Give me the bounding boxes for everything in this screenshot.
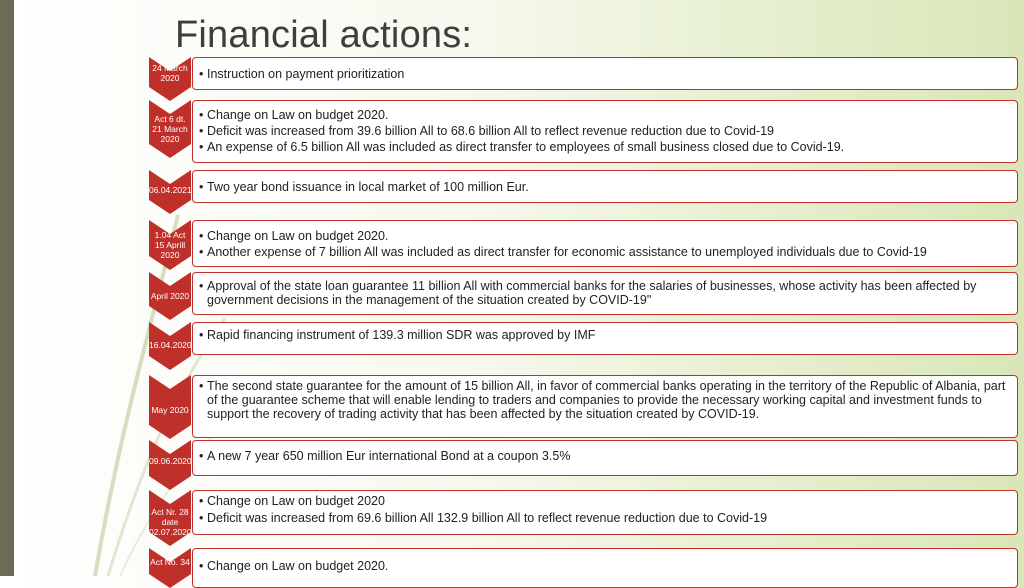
bullet-item: • A new 7 year 650 million Eur international Bond at a coupon 3.5% bbox=[207, 449, 1011, 464]
date-label: Act Nr. 28 date 02.07.2020 bbox=[149, 507, 192, 537]
date-label: 09.06.2020 bbox=[149, 456, 192, 466]
date-label: Act 6 dt. 21 March 2020 bbox=[152, 114, 188, 144]
content-box bbox=[192, 57, 1018, 90]
date-chevron bbox=[149, 548, 191, 588]
bullet-item: • Change on Law on budget 2020. bbox=[207, 559, 1011, 574]
bullet-item: • Change on Law on budget 2020. bbox=[207, 107, 1011, 123]
content-box bbox=[192, 100, 1018, 163]
bullet-item: • Deficit was increased from 39.6 billion All to 68.6 billion All to reflect revenue reduction due to Covid-19 bbox=[207, 123, 1011, 139]
bullet-item: • The second state guarantee for the amount of 15 billion All, in favor of commercial banks operating in the territory of the Republic of Albania, part of the guarantee scheme that will enable lending to traders and companies to provide the necessary working capital and investment funds to support the recovery of trading activity that has been affected by the situation created by COVID-19. bbox=[207, 379, 1011, 421]
left-accent-bar bbox=[0, 0, 14, 576]
date-label: 24 March 2020 bbox=[152, 63, 188, 83]
bullet-item: • Change on Law on budget 2020. bbox=[207, 228, 1011, 244]
page-title: Financial actions: bbox=[175, 14, 473, 56]
bullet-item: • Another expense of 7 billion All was included as direct transfer for economic assistance to unemployed individuals due to Covid-19 bbox=[207, 244, 1011, 260]
content-box bbox=[192, 548, 1018, 588]
bullet-item: • Approval of the state loan guarantee 11 billion All with commercial banks for the salaries of businesses, whose activity has been affected by government decisions in the management of the situation created by COVID-19" bbox=[207, 279, 1011, 307]
bullet-item: • An expense of 6.5 billion All was included as direct transfer to employees of small business closed due to Covid-19. bbox=[207, 139, 1011, 155]
bullet-item: • Change on Law on budget 2020 bbox=[207, 493, 1011, 510]
content-box bbox=[192, 322, 1018, 355]
content-box bbox=[192, 170, 1018, 203]
date-label: April 2020 bbox=[150, 291, 190, 301]
date-label: 06.04.2021 bbox=[149, 185, 192, 195]
bullet-item: • Instruction on payment prioritization bbox=[207, 67, 1011, 82]
date-label: Act No. 34 bbox=[150, 557, 190, 567]
date-label: 1.04 Act 15 Aprill 2020 bbox=[154, 230, 186, 260]
content-box bbox=[192, 272, 1018, 315]
date-label: May 2020 bbox=[151, 405, 189, 415]
content-box bbox=[192, 490, 1018, 535]
content-box bbox=[192, 440, 1018, 476]
bullet-item: • Rapid financing instrument of 139.3 million SDR was approved by IMF bbox=[207, 328, 1011, 343]
bullet-item: • Deficit was increased from 69.6 billion All 132.9 billion All to reflect revenue reduction due to Covid-19 bbox=[207, 510, 1011, 527]
date-label: 16.04.2020 bbox=[149, 340, 192, 350]
bullet-item: • Two year bond issuance in local market of 100 million Eur. bbox=[207, 180, 1011, 195]
content-box bbox=[192, 220, 1018, 267]
content-box bbox=[192, 375, 1018, 438]
